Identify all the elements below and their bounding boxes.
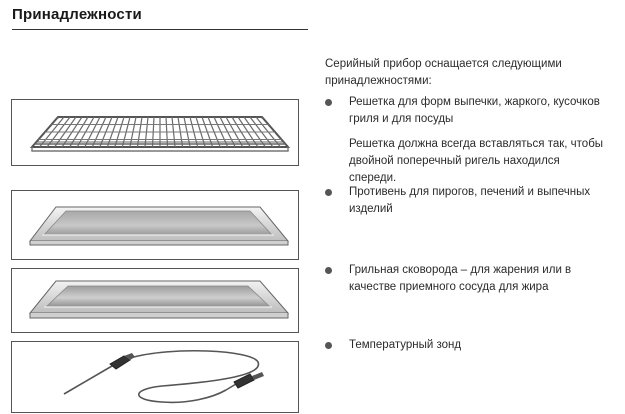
list-item-text: Противень для пирогов, печений и выпечных изделий xyxy=(349,186,591,215)
list-item-baking-tray xyxy=(325,184,615,218)
baking-tray-illustration-frame xyxy=(11,190,299,260)
list-item-text: Грильная сковорода – для жарения или в качестве приемного сосуда для жира xyxy=(349,264,572,293)
baking-tray-icon xyxy=(12,191,300,261)
temperature-probe-icon xyxy=(12,342,300,414)
grill-pan-illustration-frame xyxy=(11,268,299,333)
oven-rack-icon xyxy=(12,100,300,167)
title-divider xyxy=(12,29,308,30)
probe-illustration-frame xyxy=(11,341,299,413)
bullet-icon xyxy=(325,99,332,106)
intro-text: Серийный прибор оснащается следующими принадлежностями: xyxy=(325,58,562,87)
grill-pan-icon xyxy=(12,269,300,334)
list-item-rack xyxy=(325,94,615,187)
bullet-icon xyxy=(325,189,332,196)
bullet-icon xyxy=(325,342,332,349)
rack-illustration-frame xyxy=(11,99,299,166)
list-item-grill-pan xyxy=(325,262,615,296)
list-item-note: Решетка должна всегда вставляться так, чтобы двойной поперечный ригель находился спереди. xyxy=(349,138,604,184)
list-item-probe xyxy=(325,337,615,354)
section-title: Принадлежности xyxy=(12,6,142,23)
bullet-icon xyxy=(325,267,332,274)
list-item-text: Решетка для форм выпечки, жаркого, кусочков гриля и для посуды xyxy=(349,96,600,125)
list-item-text: Температурный зонд xyxy=(349,339,462,351)
